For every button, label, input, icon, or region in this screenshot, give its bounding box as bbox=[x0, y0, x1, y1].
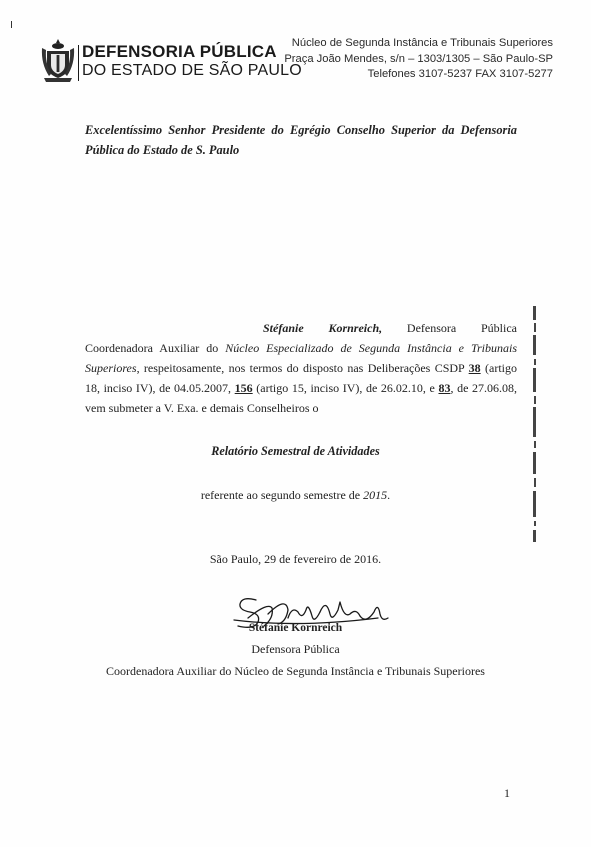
contact-address: Praça João Mendes, s/n – 1303/1305 – São Paulo-SP bbox=[284, 52, 553, 65]
date-line: São Paulo, 29 de fevereiro de 2016. bbox=[209, 552, 382, 566]
signer-role: Defensora Pública bbox=[251, 642, 340, 656]
brand-line-1: DEFENSORIA PÚBLICA bbox=[82, 42, 277, 61]
header-contact bbox=[284, 36, 553, 83]
period-line: referente ao segundo semestre de 2015. bbox=[200, 488, 391, 502]
salutation: Excelentíssimo Senhor Presidente do Egrégio Conselho Superior da Defensoria Pública do Estado de S. Paulo bbox=[85, 123, 517, 157]
institution-logo bbox=[82, 42, 302, 80]
state-coat-of-arms-icon bbox=[40, 38, 76, 84]
contact-unit: Núcleo de Segunda Instância e Tribunais Superiores bbox=[291, 37, 553, 49]
contact-phones: Telefones 3107-5237 FAX 3107-5277 bbox=[367, 68, 553, 80]
nucleo-name: Núcleo Especializado de Segunda Instância e Tribunais Superiores bbox=[85, 341, 517, 375]
period-year: 2015 bbox=[363, 488, 388, 502]
report-title: Relatório Semestral de Atividades bbox=[211, 444, 380, 458]
body-paragraph: Stéfanie Kornreich, Defensora Pública Coordenadora Auxiliar do Núcleo Especializado de Segunda Instância e Tribunais Superiores, respeitosamente, nos termos do disposto nas Deliberações CSDP 38 (artigo 18, inciso IV), de 04.05.2007, 156 (artigo 15, inciso IV), de 26.02.10, e 83, de 27.06.08, vem submeter a V. Exa. e demais Conselheiros o bbox=[85, 321, 518, 415]
signer-name: Stéfanie Kornreich bbox=[248, 622, 343, 634]
brand-line-2: DO ESTADO DE SÃO PAULO bbox=[82, 62, 302, 79]
protocol-stamp bbox=[528, 306, 542, 542]
scan-mark bbox=[11, 21, 12, 28]
author-name: Stéfanie Kornreich, bbox=[263, 321, 383, 335]
page-number: 1 bbox=[504, 786, 510, 800]
deliberation-83: 83 bbox=[438, 381, 451, 395]
deliberation-156: 156 bbox=[234, 381, 253, 395]
signer-position: Coordenadora Auxiliar do Núcleo de Segunda Instância e Tribunais Superiores bbox=[106, 664, 485, 678]
deliberation-38: 38 bbox=[468, 361, 481, 375]
